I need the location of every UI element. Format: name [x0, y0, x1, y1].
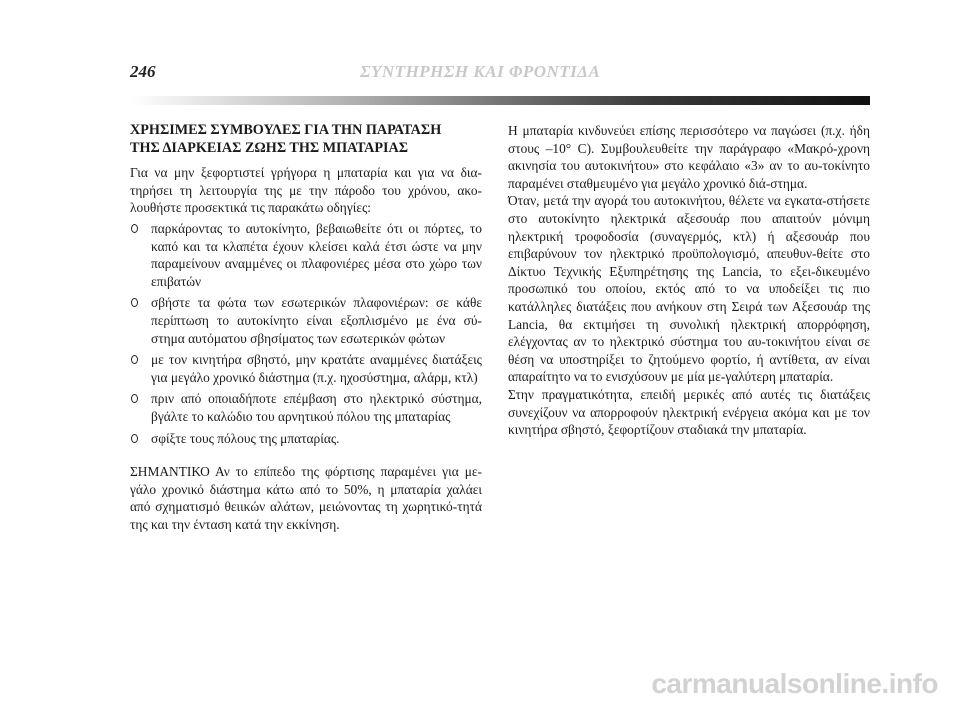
tips-list [130, 220, 482, 447]
header-gradient-rule [130, 96, 870, 105]
list-item [130, 220, 482, 290]
left-column [130, 122, 482, 533]
bullet-icon [131, 434, 138, 443]
important-note: ΣΗΜΑΝΤΙΚΟ Αν το επίπεδο της φόρτισης παραμένει για με-γάλο χρονικό διάστημα κάτω από το 50%, η μπαταρία χαλάει από σχηματισμό θειικών αλάτων, μειώνοντας τη χωρητικό-τητά της και την ένταση κατά την εκκίνηση. [130, 464, 482, 532]
watermark: carmanualsonline.info [651, 668, 938, 699]
list-item-text: σφίξτε τους πόλους της μπαταρίας. [151, 430, 340, 446]
list-item [130, 390, 482, 425]
page-header [130, 62, 870, 92]
bullet-icon [131, 355, 138, 364]
right-paragraph-1: Η μπαταρία κινδυνεύει επίσης περισσότερο να παγώσει (π.χ. ήδη στους –10° C). Συμβουλευθείτε την παράγραφο «Μακρό-χρονη ακινησία του αυτοκινήτου» στο κεφάλαιο «3» αν το αυ-τοκίνητο παραμένει σταθμευμένο για μεγάλο χρονικό διά-στημα. [508, 123, 870, 191]
spacer [130, 451, 482, 463]
list-item [130, 351, 482, 386]
bullet-icon [131, 224, 138, 233]
list-item [130, 294, 482, 347]
section-heading [130, 122, 482, 157]
right-column [508, 122, 870, 439]
heading-line-2: ΤΗΣ ΔΙΑΡΚΕΙΑΣ ΖΩΗΣ ΤΗΣ ΜΠΑΤΑΡΙΑΣ [130, 139, 409, 156]
right-paragraph-2: Όταν, μετά την αγορά του αυτοκινήτου, θέλετε να εγκατα-στήσετε στο αυτοκίνητο ηλεκτρικά αξεσουάρ που απαιτούν μόνιμη ηλεκτρική τροφοδοσία (συναγερμός, κτλ) ή αξεσουάρ που επιβαρύνουν τον ηλεκτρικό προϋπολογισμό, απευθυν-θείτε στο Δίκτυο Τεχνικής Εξυπηρέτησης της Lancia, το εξει-δικευμένο προσωπικό του οποίου, εκτός από το να υποδείξει τις πιο κατάλληλες διατάξεις που ανήκουν στη Σειρά των Αξεσουάρ της Lancia, θα εκτιμήσει τη συνολική ηλεκτρική απορρόφηση, ελέγχοντας αν το ηλεκτρικό σύστημα του αυ-τοκινήτου είναι σε θέση να υποστηρίξει το ζητούμενο φορτίο, ή αντίθετα, αν είναι απαραίτητο να το ενισχύσουν με μία με-γαλύτερη μπαταρία. [508, 193, 870, 385]
page-number: 246 [130, 62, 156, 81]
bullet-icon [131, 394, 138, 403]
running-title: ΣΥΝΤΗΡΗΣΗ ΚΑΙ ΦΡΟΝΤΙΔΑ [360, 62, 601, 81]
right-paragraph-3: Στην πραγματικότητα, επειδή μερικές από αυτές τις διατάξεις συνεχίζουν να απορροφούν ηλεκτρική ενέργεια ακόμα και με τον κινητήρα σβηστό, ξεφορτίζουν σταδιακά την μπαταρία. [508, 386, 870, 438]
list-item [130, 430, 482, 448]
bullet-icon [131, 298, 138, 307]
list-item-text: σβήστε τα φώτα των εσωτερικών πλαφονιέρων: σε κάθε περίπτωση το αυτοκίνητο είναι εξοπλισμένο με ένα σύ-στημα αυτόματου σβησίματος των εσωτερικών φώτων [151, 295, 482, 346]
list-item-text: παρκάροντας το αυτοκίνητο, βεβαιωθείτε ότι οι πόρτες, το καπό και τα κλαπέτα έχουν κλείσει καλά έτσι ώστε να μην παραμείνουν αναμμένες οι πλαφονιέρες μέσα στο χώρο των επιβατών [151, 220, 482, 289]
list-item-text: με τον κινητήρα σβηστό, μην κρατάτε αναμμένες διατάξεις για μεγάλο χρονικό διάστημα (π.χ. ηχοσύστημα, αλάρμ, κτλ) [151, 352, 482, 385]
list-item-text: πριν από οποιαδήποτε επέμβαση στο ηλεκτρικό σύστημα, βγάλτε το καλώδιο του αρνητικού πόλου της μπαταρίας [151, 391, 482, 424]
intro-paragraph: Για να μην ξεφορτιστεί γρήγορα η μπαταρία και για να δια-τηρήσει τη λειτουργία της με την πάροδο του χρόνου, ακο-λουθήστε προσεκτικά τις παρακάτω οδηγίες: [130, 165, 482, 216]
heading-line-1: ΧΡΗΣΙΜΕΣ ΣΥΜΒΟΥΛΕΣ ΓΙΑ ΤΗΝ ΠΑΡΑΤΑΣΗ [130, 122, 442, 138]
